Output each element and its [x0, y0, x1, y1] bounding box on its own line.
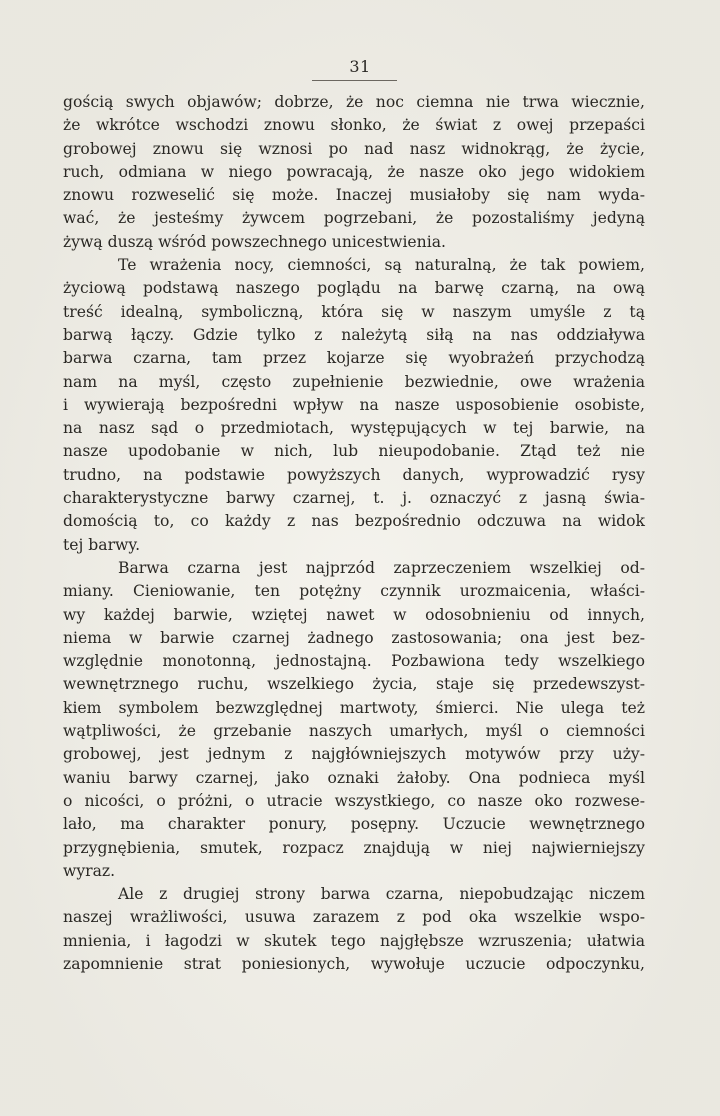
text-line: wewnętrznego ruchu, wszelkiego życia, staje się przedewszyst-: [63, 675, 645, 694]
text-line: życiową podstawą naszego poglądu na barwę czarną, na ową: [63, 279, 645, 298]
text-line: barwą łączy. Gdzie tylko z należytą siłą na nas oddziaływa: [63, 325, 645, 344]
text-line: mnienia, i łagodzi w skutek tego najgłębsze wzruszenia; ułatwia: [63, 931, 645, 950]
text-line: Te wrażenia nocy, ciemności, są naturalną, że tak powiem,: [118, 256, 645, 275]
text-line: barwa czarna, tam przez kojarze się wyobrażeń przychodzą: [63, 349, 645, 368]
text-line: i wywierają bezpośredni wpływ na nasze usposobienie osobiste,: [63, 395, 645, 414]
text-line: domością to, co każdy z nas bezpośrednio odczuwa na widok: [63, 512, 645, 531]
text-line: tej barwy.: [63, 535, 141, 554]
text-line: na nasz sąd o przedmiotach, występujących w tej barwie, na: [63, 419, 645, 438]
text-line: grobowej znowu się wznosi po nad nasz widnokrąg, że życie,: [63, 139, 645, 158]
text-line: wątpliwości, że grzebanie naszych umarłych, myśl o ciemności: [63, 722, 645, 741]
text-line: waniu barwy czarnej, jako oznaki żałoby. Ona podnieca myśl: [63, 768, 645, 787]
text-line: o nicości, o próżni, o utracie wszystkiego, co nasze oko rozwese-: [63, 791, 645, 810]
text-line: treść idealną, symboliczną, która się w naszym umyśle z tą: [63, 302, 645, 321]
page-number: 31: [349, 57, 371, 76]
text-line: wyraz.: [63, 861, 116, 880]
text-line: charakterystyczne barwy czarnej, t. j. oznaczyć z jasną świa-: [63, 489, 645, 508]
page-number-rule: [312, 80, 397, 81]
text-line: przygnębienia, smutek, rozpacz znajdują w niej najwierniejszy: [63, 838, 645, 857]
text-line: grobowej, jest jednym z najgłówniejszych motywów przy uży-: [63, 745, 645, 764]
text-line: że wkrótce wschodzi znowu słonko, że świat z owej przepaści: [63, 116, 645, 135]
text-line: ruch, odmiana w niego powracają, że nasze oko jego widokiem: [63, 162, 645, 181]
text-line: lało, ma charakter ponury, posępny. Uczucie wewnętrznego: [63, 815, 645, 834]
text-line: kiem symbolem bezwzględnej martwoty, śmierci. Nie ulega też: [63, 698, 645, 717]
text-line: nam na myśl, często zupełnienie bezwiednie, owe wrażenia: [63, 372, 645, 391]
text-line: znowu rozweselić się może. Inaczej musiałoby się nam wyda-: [63, 186, 645, 205]
text-line: Barwa czarna jest najprzód zaprzeczeniem wszelkiej od-: [118, 558, 645, 577]
text-line: niema w barwie czarnej żadnego zastosowania; ona jest bez-: [63, 628, 645, 647]
text-line: względnie monotonną, jednostajną. Pozbawiona tedy wszelkiego: [63, 652, 645, 671]
text-line: zapomnienie strat poniesionych, wywołuje uczucie odpoczynku,: [63, 954, 645, 973]
text-line: żywą duszą wśród powszechnego unicestwienia.: [63, 232, 446, 251]
body-text: [63, 91, 645, 976]
text-line: nasze upodobanie w nich, lub nieupodobanie. Ztąd też nie: [63, 442, 645, 461]
text-line: Ale z drugiej strony barwa czarna, niepobudzając niczem: [118, 885, 645, 904]
text-line: wać, że jesteśmy żywcem pogrzebani, że pozostaliśmy jedyną: [63, 209, 645, 228]
text-line: miany. Cieniowanie, ten potężny czynnik urozmaicenia, właści-: [63, 582, 645, 601]
text-line: trudno, na podstawie powyższych danych, wyprowadzić rysy: [63, 465, 645, 484]
text-line: wy każdej barwie, wziętej nawet w odosobnieniu od innych,: [63, 605, 645, 624]
text-line: naszej wrażliwości, usuwa zarazem z pod oka wszelkie wspo-: [63, 908, 645, 927]
text-line: gością swych objawów; dobrze, że noc ciemna nie trwa wiecznie,: [63, 93, 645, 111]
